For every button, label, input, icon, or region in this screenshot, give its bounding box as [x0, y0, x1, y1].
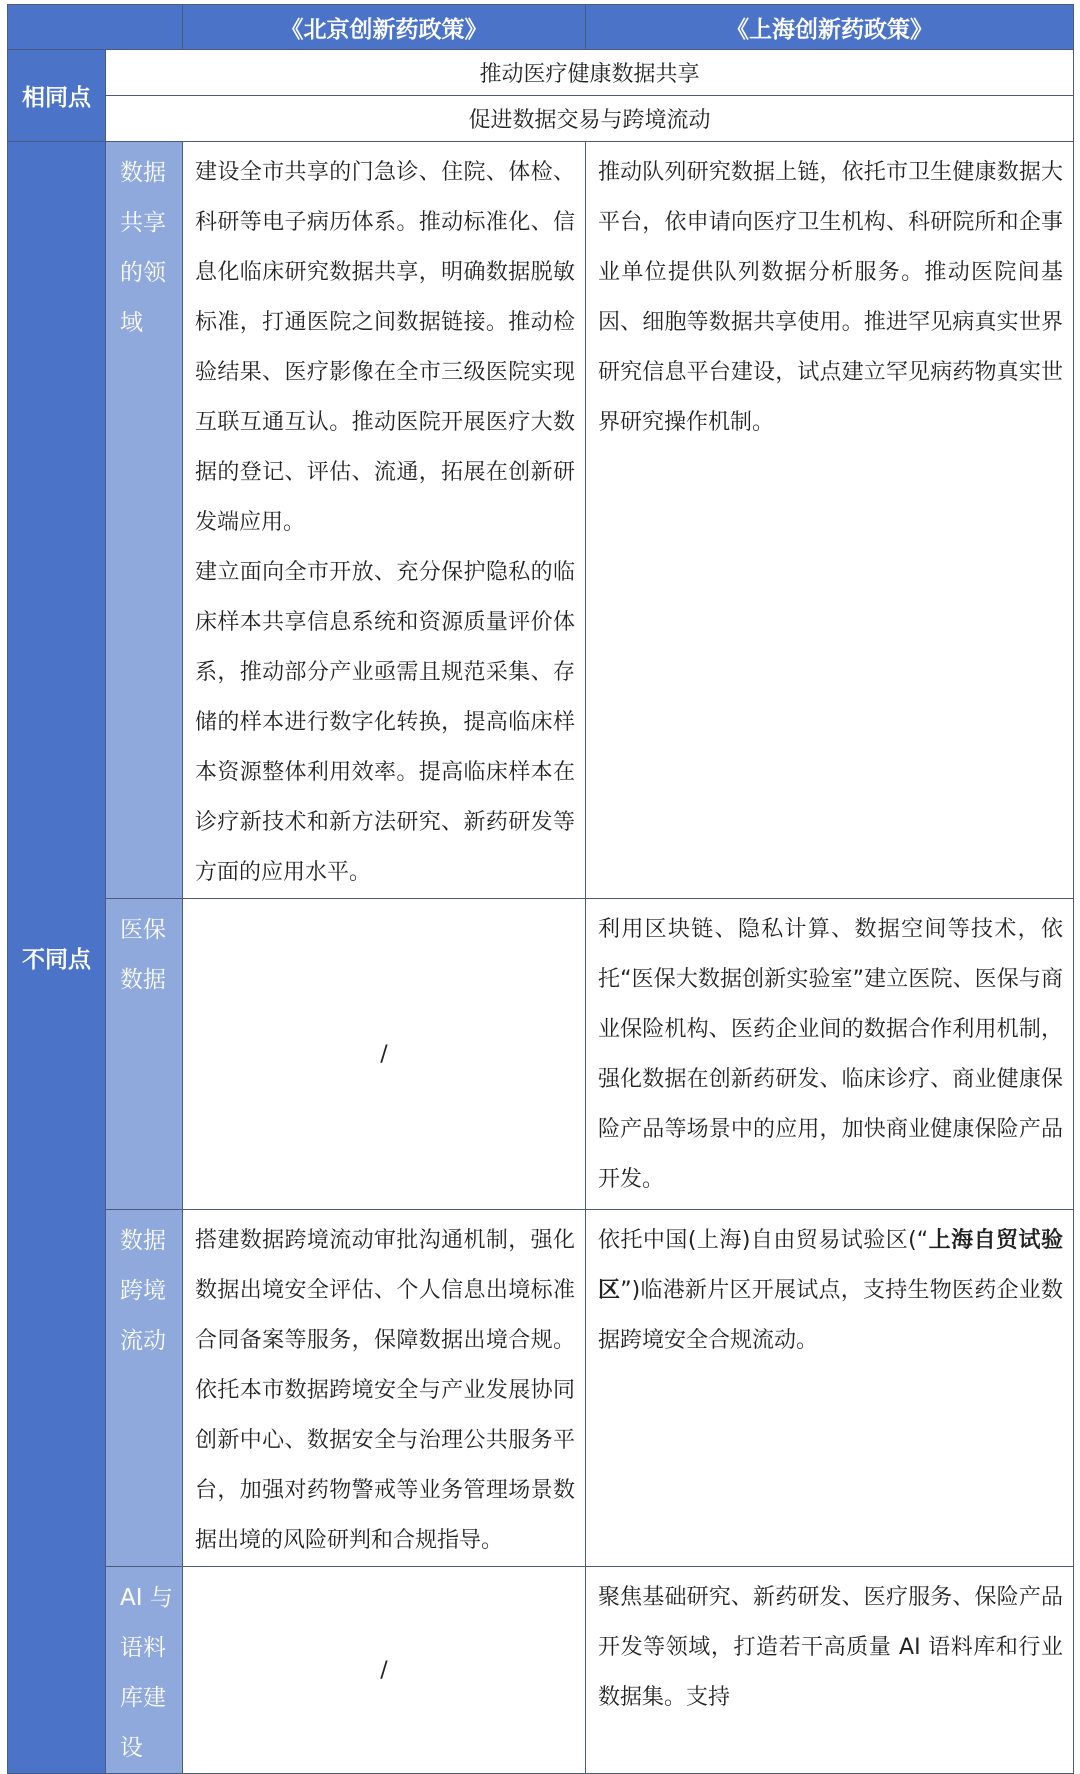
header-beijing: 《北京创新药政策》	[183, 5, 586, 50]
similarity-item: 促进数据交易与跨境流动	[106, 96, 1074, 142]
paragraph: 利用区块链、隐私计算、数据空间等技术，依托“医保大数据创新实验室”建立医院、医保与商业保险机构、医药企业间的数据合作利用机制，强化数据在创新药研发、临床诊疗、商业健康保险产品等场景中的应用，加快商业健康保险产品开发。	[598, 917, 1063, 1192]
beijing-data-sharing-text	[183, 142, 586, 899]
similarity-row-2	[8, 96, 1074, 142]
paragraph: 推动队列研究数据上链，依托市卫生健康数据大平台，依申请向医疗卫生机构、科研院所和企事业单位提供队列数据分析服务。推动医院间基因、细胞等数据共享使用。推进罕见病真实世界研究信息平台建设，试点建立罕见病药物真实世界研究操作机制。	[598, 160, 1063, 435]
category-medical-insurance: 医保 数据	[106, 899, 183, 1210]
policy-comparison-table	[7, 4, 1074, 1774]
paragraph: 建设全市共享的门急诊、住院、体检、科研等电子病历体系。推动标准化、信息化临床研究数据共享，明确数据脱敏标准，打通医院之间数据链接。推动检验结果、医疗影像在全市三级医院实现互联互通互认。推动医院开展医疗大数据的登记、评估、流通，拓展在创新研发端应用。	[195, 160, 575, 535]
shanghai-medical-insurance-text	[586, 899, 1074, 1210]
differences-label: 不同点	[8, 142, 106, 1774]
similarity-row-1	[8, 50, 1074, 96]
difference-row-medical-insurance	[8, 899, 1074, 1210]
header-corner-cell	[8, 5, 183, 50]
header-row	[8, 5, 1074, 50]
shanghai-data-sharing-text	[586, 142, 1074, 899]
bold-term: 上海自贸试验区	[598, 1228, 1063, 1303]
difference-row-ai-corpus	[8, 1567, 1074, 1774]
difference-row-cross-border	[8, 1210, 1074, 1567]
category-cross-border: 数据 跨境 流动	[106, 1210, 183, 1567]
paragraph: 搭建数据跨境流动审批沟通机制，强化数据出境安全评估、个人信息出境标准合同备案等服务，保障数据出境合规。依托本市数据跨境安全与产业发展协同创新中心、数据安全与治理公共服务平台，加强对药物警戒等业务管理场景数据出境的风险研判和合规指导。	[195, 1228, 575, 1553]
shanghai-cross-border-text	[586, 1210, 1074, 1567]
similarity-item: 推动医疗健康数据共享	[106, 50, 1074, 96]
paragraph: 建立面向全市开放、充分保护隐私的临床样本共享信息系统和资源质量评价体系，推动部分产业亟需且规范采集、存储的样本进行数字化转换，提高临床样本资源整体利用效率。提高临床样本在诊疗新技术和新方法研究、新药研发等方面的应用水平。	[195, 560, 575, 885]
shanghai-ai-corpus-text	[586, 1567, 1074, 1774]
difference-row-data-sharing	[8, 142, 1074, 899]
header-shanghai: 《上海创新药政策》	[586, 5, 1074, 50]
paragraph: 依托中国(上海)自由贸易试验区(“上海自贸试验区”)临港新片区开展试点，支持生物医药企业数据跨境安全合规流动。	[598, 1228, 1063, 1353]
similarities-label: 相同点	[8, 50, 106, 142]
beijing-cross-border-text	[183, 1210, 586, 1567]
paragraph: 聚焦基础研究、新药研发、医疗服务、保险产品开发等领域，打造若干高质量 AI 语料库和行业数据集。支持	[598, 1585, 1063, 1710]
beijing-ai-corpus-empty: /	[183, 1567, 586, 1774]
beijing-medical-insurance-empty: /	[183, 899, 586, 1210]
category-ai-corpus: AI 与 语料 库建 设	[106, 1567, 183, 1774]
category-data-sharing: 数据 共享 的领 域	[106, 142, 183, 899]
